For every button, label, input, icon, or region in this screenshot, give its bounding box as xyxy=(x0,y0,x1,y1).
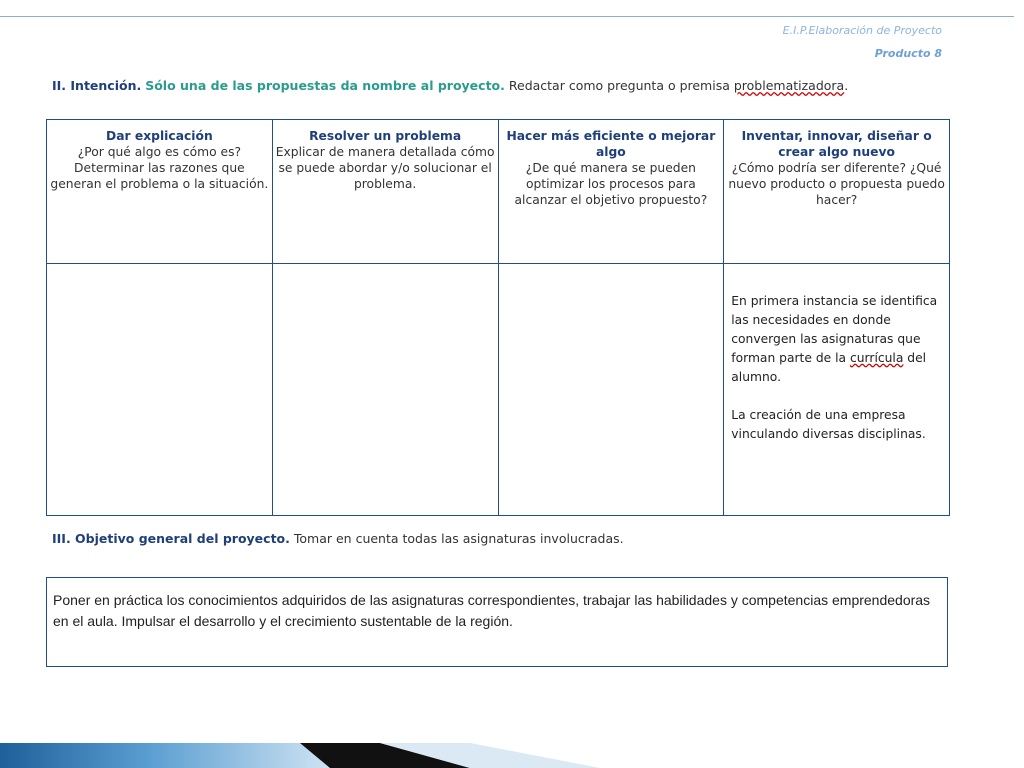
spellcheck-word: problematizadora xyxy=(733,78,845,93)
section2-text: Redactar como pregunta o premisa xyxy=(508,78,734,93)
answer-cell-explain xyxy=(47,264,273,516)
section2-emphasis: Sólo una de las propuestas da nombre al proyecto. xyxy=(145,78,505,93)
answer-cell-improve xyxy=(498,264,724,516)
document-subtitle: E.I.P.Elaboración de Proyecto xyxy=(782,24,942,37)
answer-paragraph-2: La creación de una empresa vinculando diversas disciplinas. xyxy=(731,408,926,441)
table-header-row xyxy=(47,120,950,264)
column-description: ¿Por qué algo es cómo es? Determinar las razones que generan el problema o la situación. xyxy=(50,145,269,191)
column-solve xyxy=(272,120,498,264)
column-title: Inventar, innovar, diseñar o crear algo nuevo xyxy=(741,129,932,159)
column-description: ¿Cómo podría ser diferente? ¿Qué nuevo producto o propuesta puedo hacer? xyxy=(728,161,945,207)
column-description: Explicar de manera detallada cómo se puede abordar y/o solucionar el problema. xyxy=(275,145,495,191)
answer-cell-invent xyxy=(724,264,950,516)
answer-text xyxy=(727,264,946,444)
spellcheck-word: currícula xyxy=(850,351,904,365)
section3-text: Tomar en cuenta todas las asignaturas involucradas. xyxy=(293,531,624,546)
column-title: Dar explicación xyxy=(106,129,213,143)
objective-box: Poner en práctica los conocimientos adquiridos de las asignaturas correspondientes, trabajar las habilidades y competencias emprendedoras en el aula. Impulsar el desarrollo y el crecimiento sustentable de la región. xyxy=(46,577,948,667)
column-title: Resolver un problema xyxy=(309,129,462,143)
answer-cell-solve xyxy=(272,264,498,516)
section2-label: II. Intención. xyxy=(52,78,142,93)
column-explain xyxy=(47,120,273,264)
top-divider xyxy=(0,16,1014,17)
table-answer-row xyxy=(47,264,950,516)
column-invent xyxy=(724,120,950,264)
intention-table xyxy=(46,119,950,516)
footer-decoration xyxy=(0,743,640,768)
section3-heading xyxy=(52,531,624,546)
answer-paragraph-1: En primera instancia se identifica las necesidades en donde convergen las asignaturas que forman parte de la currícula del alumno. xyxy=(731,294,938,384)
section2-period: . xyxy=(844,78,849,93)
column-description: ¿De qué manera se pueden optimizar los procesos para alcanzar el objetivo propuesto? xyxy=(514,161,708,207)
section2-heading xyxy=(52,78,848,93)
section3-label: III. Objetivo general del proyecto. xyxy=(52,531,290,546)
column-title: Hacer más eficiente o mejorar algo xyxy=(506,129,716,159)
product-label: Producto 8 xyxy=(874,47,942,60)
column-improve xyxy=(498,120,724,264)
